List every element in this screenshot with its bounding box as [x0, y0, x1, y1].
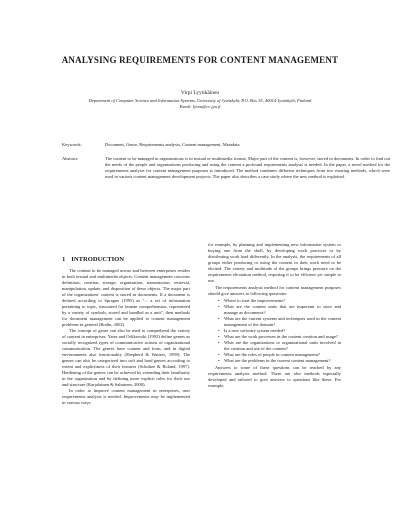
list-item: • What are the roles of people in content management? — [218, 352, 341, 358]
author-affiliation — [55, 98, 345, 110]
list-item: • What are the work processes in the content creation and usage? — [218, 334, 341, 340]
intro-paragraph-1: The content to be managed across and between enterprises resides in both textual and multimedia objects. Content management concerns definition, creation, storage, organization, transmission, retrieval, manipulation, update, and disposition of these objects. The major part of the organizations' content is stored in documents. If a document is defined according to Sprague (1995) as "... a set of information pertaining to topic, structured for human comprehension, represented by a variety of symbols, stored and handled as a unit", then methods for document management can be applied to content management problems in general (Bodin, 2002). — [62, 268, 190, 327]
intro-paragraph-2: The concept of genre can also be used to comprehend the variety of content in enterprises. Yates and Orlikowski (1992) define genres as socially recognized types of communicative actions of organizational communication. The genres have content and form, and in digital environments also functionality (Shepherd & Watters, 1999). The genres can also be categorized into soft and hard genres according to extent and explicitness of their features (Schultze & Boland, 1997). Hardening of the genres can be achieved by extending their familiarity in the organization and by defining more explicit rules for their use and structure (Karjalainen & Salminen, 2000). — [62, 328, 190, 387]
author-name: Virpi Lyytikäinen — [180, 90, 220, 96]
section-number: 1 — [62, 256, 66, 263]
left-column — [62, 242, 190, 406]
list-item: • What are the organizations or organizational units involved in the creation and use of the content? — [218, 340, 341, 352]
affiliation-text: Department of Computer Science and Information Systems, University of Jyväskylä, P.O. Box 35, 40014 Jyväskylä, Finland — [88, 98, 312, 103]
list-item: • Is a new software system needed? — [218, 328, 341, 334]
author-email: Email: lyvsa@cc.jyu.fi — [179, 104, 221, 109]
right-column — [208, 242, 341, 390]
intro-paragraph-3: In order to improve content management in enterprises, user requirements analysis is needed. Improvements may be implemented in various ways: — [62, 388, 190, 405]
paper-title: ANALYSING REQUIREMENTS FOR CONTENT MANAGEMENT — [61, 55, 339, 65]
list-item: • What are the problems in the current content management? — [218, 358, 341, 364]
question-list — [218, 298, 341, 364]
abstract-text: The content to be managed in organizations is in textual or multimedia format. Major part of the content is, however, stored in documents. In order to find out the needs of the people and organizations producing and using the content a profound requirements analysis is needed. In the paper, a novel method for the requirements analysis for content management purposes is introduced. The method combines different techniques from two existing methods, which were used in various content management development projects. The paper also describes a case study where the new method is exploited. — [105, 156, 390, 179]
continued-paragraph: for example, by planning and implementing new information system or buying one from the shelf, by developing work practices or by distributing work load differently. In the analysis, the requirements of all groups either producing or using the content in their work need to be elicited. The variety and multitude of the groups brings pressure on the requirements elicitation method, requiring it to be efficient yet simple to use. — [208, 242, 341, 283]
list-item: • What are the content units that are important to store and manage as documents? — [218, 304, 341, 316]
keywords-label: Keywords: — [62, 142, 82, 147]
list-item: • Where to start the improvements? — [218, 298, 341, 304]
abstract-label: Abstract: — [62, 156, 79, 161]
questions-intro-paragraph: The requirements analysis method for content management purposes should give answers to following questions: — [208, 285, 341, 296]
section-heading — [62, 257, 190, 263]
answers-paragraph: Answers to some of these questions can be reached by any requirements analysis method. There are also methods especially developed and tailored to give answers to questions like these. For example, — [208, 365, 341, 388]
section-title: INTRODUCTION — [71, 256, 125, 263]
list-item: • What are the current systems and techniques used in the content management of the domain? — [218, 316, 341, 328]
keywords-text: Document, Genre, Requirements analysis, Content management, Metadata — [105, 142, 240, 147]
